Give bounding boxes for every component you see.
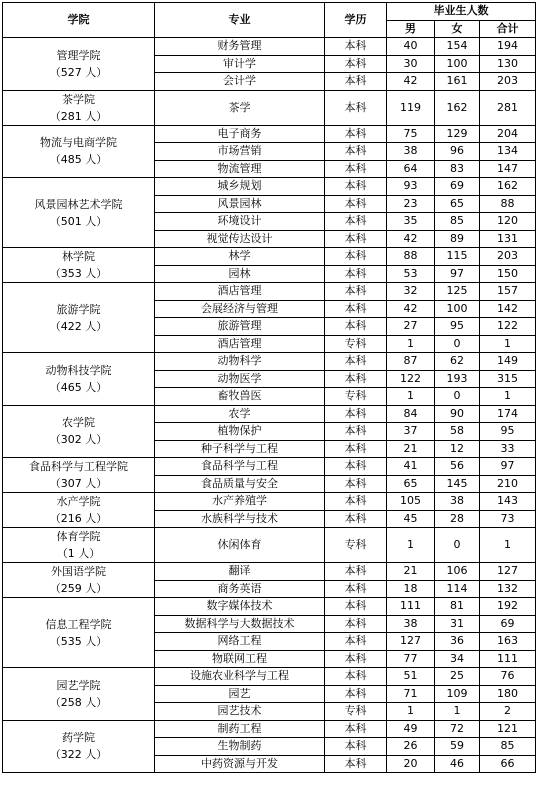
total-cell: 33 [480, 440, 536, 458]
total-cell: 315 [480, 370, 536, 388]
major-cell: 酒店管理 [155, 335, 325, 353]
table-row [3, 668, 536, 686]
degree-cell: 本科 [325, 195, 387, 213]
major-cell: 园艺技术 [155, 703, 325, 721]
male-cell: 41 [387, 458, 435, 476]
degree-cell: 本科 [325, 440, 387, 458]
male-cell: 26 [387, 738, 435, 756]
header-total: 合计 [480, 20, 536, 38]
female-cell: 0 [435, 528, 480, 563]
degree-cell: 本科 [325, 265, 387, 283]
female-cell: 81 [435, 598, 480, 616]
female-cell: 83 [435, 160, 480, 178]
female-cell: 162 [435, 90, 480, 125]
school-name: 园艺学院 [56, 678, 101, 692]
major-cell: 财务管理 [155, 38, 325, 56]
female-cell: 193 [435, 370, 480, 388]
school-count: （485 人） [49, 153, 108, 167]
total-cell: 131 [480, 230, 536, 248]
total-cell: 1 [480, 528, 536, 563]
school-name: 旅游学院 [56, 302, 101, 316]
female-cell: 145 [435, 475, 480, 493]
major-cell: 水族科学与技术 [155, 510, 325, 528]
degree-cell: 专科 [325, 335, 387, 353]
female-cell: 65 [435, 195, 480, 213]
male-cell: 53 [387, 265, 435, 283]
school-cell [3, 405, 155, 458]
degree-cell: 本科 [325, 90, 387, 125]
total-cell: 1 [480, 388, 536, 406]
school-name: 食品科学与工程学院 [29, 460, 128, 473]
header-male: 男 [387, 20, 435, 38]
table-row [3, 528, 536, 563]
degree-cell: 本科 [325, 493, 387, 511]
male-cell: 49 [387, 720, 435, 738]
school-count: （535 人） [49, 634, 108, 648]
header-graduates: 毕业生人数 [387, 3, 536, 21]
degree-cell: 本科 [325, 423, 387, 441]
major-cell: 林学 [155, 248, 325, 266]
female-cell: 46 [435, 755, 480, 773]
graduates-table [2, 2, 536, 773]
female-cell: 129 [435, 125, 480, 143]
school-cell [3, 563, 155, 598]
male-cell: 87 [387, 353, 435, 371]
table-row [3, 563, 536, 581]
major-cell: 制药工程 [155, 720, 325, 738]
male-cell: 93 [387, 178, 435, 196]
school-cell [3, 493, 155, 528]
degree-cell: 本科 [325, 125, 387, 143]
male-cell: 51 [387, 668, 435, 686]
school-count: （1 人） [56, 547, 101, 560]
total-cell: 203 [480, 248, 536, 266]
school-name: 体育学院 [56, 530, 101, 543]
degree-cell: 本科 [325, 755, 387, 773]
major-cell: 城乡规划 [155, 178, 325, 196]
total-cell: 121 [480, 720, 536, 738]
major-cell: 食品质量与安全 [155, 475, 325, 493]
degree-cell: 本科 [325, 248, 387, 266]
school-cell [3, 283, 155, 353]
female-cell: 100 [435, 300, 480, 318]
female-cell: 12 [435, 440, 480, 458]
degree-cell: 本科 [325, 283, 387, 301]
degree-cell: 本科 [325, 685, 387, 703]
female-cell: 28 [435, 510, 480, 528]
degree-cell: 本科 [325, 668, 387, 686]
major-cell: 农学 [155, 405, 325, 423]
major-cell: 中药资源与开发 [155, 755, 325, 773]
male-cell: 119 [387, 90, 435, 125]
male-cell: 18 [387, 580, 435, 598]
school-cell [3, 528, 155, 563]
male-cell: 45 [387, 510, 435, 528]
school-count: （307 人） [49, 477, 108, 490]
degree-cell: 本科 [325, 55, 387, 73]
total-cell: 157 [480, 283, 536, 301]
table-row [3, 493, 536, 511]
degree-cell: 本科 [325, 720, 387, 738]
female-cell: 0 [435, 388, 480, 406]
male-cell: 71 [387, 685, 435, 703]
table-row [3, 283, 536, 301]
degree-cell: 本科 [325, 598, 387, 616]
major-cell: 水产养殖学 [155, 493, 325, 511]
major-cell: 物联网工程 [155, 650, 325, 668]
male-cell: 122 [387, 370, 435, 388]
total-cell: 73 [480, 510, 536, 528]
table-body [3, 38, 536, 773]
total-cell: 142 [480, 300, 536, 318]
school-name: 药学院 [62, 731, 95, 745]
total-cell: 134 [480, 143, 536, 161]
degree-cell: 专科 [325, 528, 387, 563]
table-row [3, 178, 536, 196]
major-cell: 审计学 [155, 55, 325, 73]
major-cell: 动物医学 [155, 370, 325, 388]
female-cell: 97 [435, 265, 480, 283]
male-cell: 30 [387, 55, 435, 73]
school-count: （501 人） [49, 214, 108, 228]
male-cell: 42 [387, 300, 435, 318]
major-cell: 畜牧兽医 [155, 388, 325, 406]
male-cell: 75 [387, 125, 435, 143]
header-major: 专业 [155, 3, 325, 38]
total-cell: 150 [480, 265, 536, 283]
male-cell: 38 [387, 615, 435, 633]
total-cell: 2 [480, 703, 536, 721]
total-cell: 95 [480, 423, 536, 441]
major-cell: 休闲体育 [155, 528, 325, 563]
male-cell: 38 [387, 143, 435, 161]
total-cell: 97 [480, 458, 536, 476]
male-cell: 1 [387, 703, 435, 721]
school-cell [3, 125, 155, 178]
school-cell [3, 353, 155, 406]
major-cell: 酒店管理 [155, 283, 325, 301]
male-cell: 65 [387, 475, 435, 493]
major-cell: 风景园林 [155, 195, 325, 213]
male-cell: 32 [387, 283, 435, 301]
school-count: （322 人） [49, 748, 108, 762]
table-row [3, 405, 536, 423]
degree-cell: 本科 [325, 213, 387, 231]
female-cell: 31 [435, 615, 480, 633]
female-cell: 62 [435, 353, 480, 371]
male-cell: 127 [387, 633, 435, 651]
table-row [3, 125, 536, 143]
school-count: （302 人） [49, 433, 108, 447]
major-cell: 园林 [155, 265, 325, 283]
degree-cell: 专科 [325, 388, 387, 406]
school-cell [3, 598, 155, 668]
degree-cell: 本科 [325, 633, 387, 651]
header-female: 女 [435, 20, 480, 38]
degree-cell: 本科 [325, 738, 387, 756]
total-cell: 147 [480, 160, 536, 178]
school-cell [3, 178, 155, 248]
male-cell: 1 [387, 528, 435, 563]
female-cell: 38 [435, 493, 480, 511]
major-cell: 种子科学与工程 [155, 440, 325, 458]
school-count: （527 人） [49, 65, 108, 79]
total-cell: 88 [480, 195, 536, 213]
male-cell: 64 [387, 160, 435, 178]
school-count: （216 人） [49, 512, 108, 525]
degree-cell: 专科 [325, 703, 387, 721]
male-cell: 84 [387, 405, 435, 423]
female-cell: 89 [435, 230, 480, 248]
major-cell: 旅游管理 [155, 318, 325, 336]
male-cell: 35 [387, 213, 435, 231]
female-cell: 25 [435, 668, 480, 686]
male-cell: 77 [387, 650, 435, 668]
female-cell: 125 [435, 283, 480, 301]
female-cell: 59 [435, 738, 480, 756]
total-cell: 69 [480, 615, 536, 633]
total-cell: 132 [480, 580, 536, 598]
school-name: 茶学院 [62, 92, 95, 106]
school-name: 动物科技学院 [45, 363, 112, 377]
degree-cell: 本科 [325, 230, 387, 248]
major-cell: 植物保护 [155, 423, 325, 441]
female-cell: 114 [435, 580, 480, 598]
school-cell [3, 668, 155, 721]
degree-cell: 本科 [325, 458, 387, 476]
major-cell: 设施农业科学与工程 [155, 668, 325, 686]
female-cell: 72 [435, 720, 480, 738]
total-cell: 122 [480, 318, 536, 336]
total-cell: 174 [480, 405, 536, 423]
male-cell: 1 [387, 388, 435, 406]
major-cell: 茶学 [155, 90, 325, 125]
table-row [3, 720, 536, 738]
total-cell: 85 [480, 738, 536, 756]
table-row [3, 598, 536, 616]
female-cell: 69 [435, 178, 480, 196]
male-cell: 20 [387, 755, 435, 773]
school-cell [3, 248, 155, 283]
school-name: 风景园林艺术学院 [34, 197, 123, 211]
header-school: 学院 [3, 3, 155, 38]
total-cell: 1 [480, 335, 536, 353]
male-cell: 42 [387, 73, 435, 91]
degree-cell: 本科 [325, 615, 387, 633]
table-row [3, 458, 536, 476]
major-cell: 会计学 [155, 73, 325, 91]
female-cell: 1 [435, 703, 480, 721]
male-cell: 111 [387, 598, 435, 616]
female-cell: 100 [435, 55, 480, 73]
female-cell: 90 [435, 405, 480, 423]
degree-cell: 本科 [325, 178, 387, 196]
school-count: （281 人） [49, 109, 108, 123]
female-cell: 109 [435, 685, 480, 703]
header-degree: 学历 [325, 3, 387, 38]
female-cell: 106 [435, 563, 480, 581]
major-cell: 园艺 [155, 685, 325, 703]
degree-cell: 本科 [325, 563, 387, 581]
degree-cell: 本科 [325, 318, 387, 336]
total-cell: 143 [480, 493, 536, 511]
total-cell: 194 [480, 38, 536, 56]
female-cell: 34 [435, 650, 480, 668]
total-cell: 149 [480, 353, 536, 371]
school-cell [3, 458, 155, 493]
school-name: 林学院 [62, 250, 95, 263]
male-cell: 42 [387, 230, 435, 248]
degree-cell: 本科 [325, 143, 387, 161]
major-cell: 电子商务 [155, 125, 325, 143]
total-cell: 163 [480, 633, 536, 651]
total-cell: 127 [480, 563, 536, 581]
female-cell: 154 [435, 38, 480, 56]
major-cell: 物流管理 [155, 160, 325, 178]
male-cell: 40 [387, 38, 435, 56]
total-cell: 66 [480, 755, 536, 773]
total-cell: 130 [480, 55, 536, 73]
degree-cell: 本科 [325, 38, 387, 56]
major-cell: 翻译 [155, 563, 325, 581]
total-cell: 111 [480, 650, 536, 668]
school-cell [3, 90, 155, 125]
major-cell: 市场营销 [155, 143, 325, 161]
school-count: （258 人） [49, 695, 108, 709]
male-cell: 105 [387, 493, 435, 511]
school-cell [3, 720, 155, 773]
school-name: 物流与电商学院 [40, 136, 117, 150]
school-count: （259 人） [49, 582, 108, 595]
total-cell: 203 [480, 73, 536, 91]
total-cell: 204 [480, 125, 536, 143]
female-cell: 56 [435, 458, 480, 476]
school-count: （465 人） [49, 380, 108, 394]
school-name: 水产学院 [56, 495, 101, 508]
male-cell: 1 [387, 335, 435, 353]
total-cell: 192 [480, 598, 536, 616]
degree-cell: 本科 [325, 353, 387, 371]
male-cell: 37 [387, 423, 435, 441]
school-name: 外国语学院 [51, 565, 106, 578]
female-cell: 36 [435, 633, 480, 651]
total-cell: 120 [480, 213, 536, 231]
degree-cell: 本科 [325, 160, 387, 178]
total-cell: 210 [480, 475, 536, 493]
degree-cell: 本科 [325, 510, 387, 528]
major-cell: 会展经济与管理 [155, 300, 325, 318]
male-cell: 27 [387, 318, 435, 336]
degree-cell: 本科 [325, 300, 387, 318]
major-cell: 商务英语 [155, 580, 325, 598]
table-row [3, 248, 536, 266]
degree-cell: 本科 [325, 650, 387, 668]
total-cell: 281 [480, 90, 536, 125]
female-cell: 96 [435, 143, 480, 161]
degree-cell: 本科 [325, 73, 387, 91]
major-cell: 环境设计 [155, 213, 325, 231]
male-cell: 88 [387, 248, 435, 266]
male-cell: 23 [387, 195, 435, 213]
major-cell: 数据科学与大数据技术 [155, 615, 325, 633]
school-count: （422 人） [49, 319, 108, 333]
major-cell: 视觉传达设计 [155, 230, 325, 248]
table-row [3, 38, 536, 56]
major-cell: 生物制药 [155, 738, 325, 756]
school-count: （353 人） [49, 267, 108, 280]
table-row [3, 353, 536, 371]
degree-cell: 本科 [325, 405, 387, 423]
male-cell: 21 [387, 440, 435, 458]
female-cell: 95 [435, 318, 480, 336]
total-cell: 180 [480, 685, 536, 703]
major-cell: 数字媒体技术 [155, 598, 325, 616]
degree-cell: 本科 [325, 580, 387, 598]
degree-cell: 本科 [325, 475, 387, 493]
total-cell: 76 [480, 668, 536, 686]
school-cell [3, 38, 155, 91]
school-name: 管理学院 [56, 48, 101, 62]
total-cell: 162 [480, 178, 536, 196]
degree-cell: 本科 [325, 370, 387, 388]
female-cell: 115 [435, 248, 480, 266]
school-name: 农学院 [62, 416, 95, 430]
female-cell: 58 [435, 423, 480, 441]
female-cell: 85 [435, 213, 480, 231]
table-row [3, 90, 536, 125]
female-cell: 161 [435, 73, 480, 91]
major-cell: 动物科学 [155, 353, 325, 371]
female-cell: 0 [435, 335, 480, 353]
school-name: 信息工程学院 [45, 617, 112, 631]
major-cell: 食品科学与工程 [155, 458, 325, 476]
male-cell: 21 [387, 563, 435, 581]
major-cell: 网络工程 [155, 633, 325, 651]
